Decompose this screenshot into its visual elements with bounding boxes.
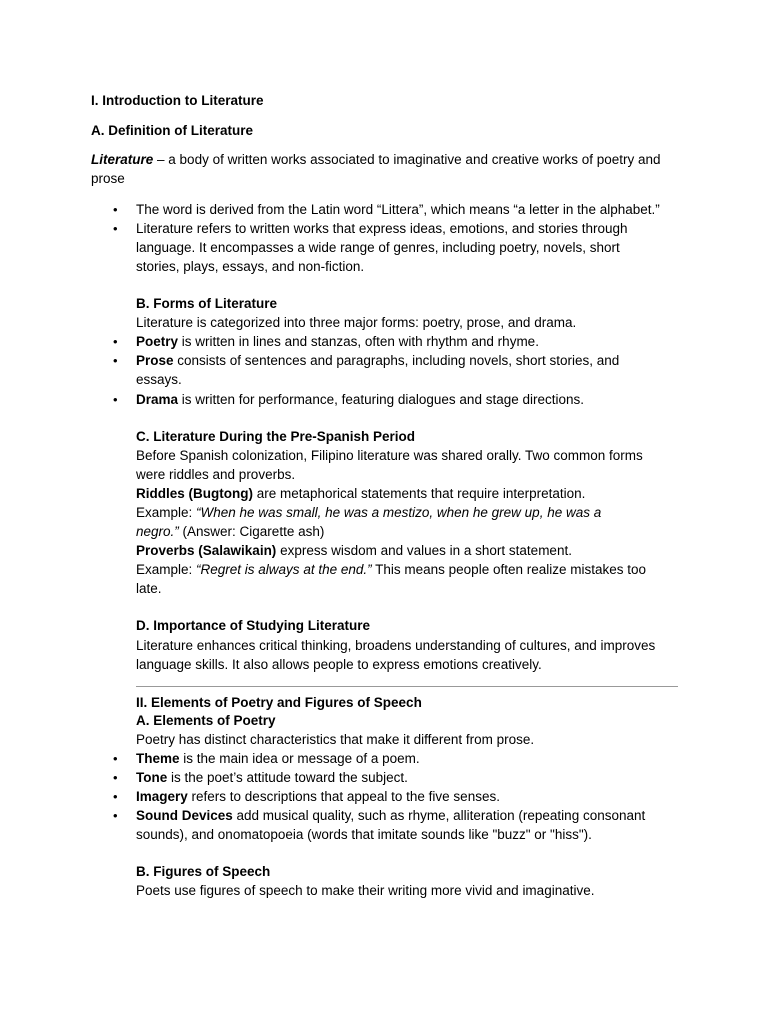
bullet-icon: • — [113, 221, 118, 236]
paragraph: Before Spanish colonization, Filipino literature was shared orally. Two common forms — [136, 448, 643, 463]
term: Sound Devices — [136, 808, 233, 823]
list-item-continued: language. It encompasses a wide range of genres, including poetry, novels, short — [136, 240, 620, 255]
term: Proverbs (Salawikain) — [136, 543, 277, 558]
term-description: is written in lines and stanzas, often with rhythm and rhyme. — [178, 334, 539, 349]
term-description: is the main idea or message of a poem. — [179, 751, 420, 766]
term-description: add musical quality, such as rhyme, alliteration (repeating consonant — [232, 808, 646, 823]
term: Theme — [136, 751, 180, 766]
list-item — [136, 787, 500, 806]
example-quote: negro.” — [136, 524, 179, 539]
bullet-icon: • — [113, 770, 118, 785]
list-item: Literature refers to written works that express ideas, emotions, and stories through — [136, 221, 628, 236]
definition-text: – a body of written works associated to imaginative and creative works of poetry and — [153, 152, 661, 167]
subsection-heading: D. Importance of Studying Literature — [136, 618, 371, 633]
subsection-heading: B. Forms of Literature — [136, 296, 278, 311]
example-line — [136, 522, 324, 541]
bullet-icon: • — [113, 808, 118, 823]
paragraph: were riddles and proverbs. — [136, 467, 296, 482]
paragraph: Poets use figures of speech to make their writing more vivid and imaginative. — [136, 883, 595, 898]
example-note: This means people often realize mistakes too — [371, 562, 647, 577]
proverbs-line — [136, 541, 572, 560]
subsection-heading: A. Elements of Poetry — [136, 713, 276, 728]
term: Riddles (Bugtong) — [136, 486, 253, 501]
example-line — [136, 560, 646, 579]
term-description: express wisdom and values in a short statement. — [276, 543, 572, 558]
paragraph: Literature is categorized into three major forms: poetry, prose, and drama. — [136, 315, 577, 330]
term-description: is written for performance, featuring dialogues and stage directions. — [178, 392, 585, 407]
subsection-heading: C. Literature During the Pre-Spanish Period — [136, 429, 416, 444]
term-description: consists of sentences and paragraphs, including novels, short stories, and — [173, 353, 620, 368]
section-heading: I. Introduction to Literature — [91, 93, 264, 108]
subsection-heading: A. Definition of Literature — [91, 123, 253, 138]
bullet-icon: • — [113, 392, 118, 407]
bullet-icon: • — [113, 202, 118, 217]
list-item — [136, 351, 619, 370]
list-item — [136, 332, 539, 351]
list-item: The word is derived from the Latin word “Littera”, which means “a letter in the alphabet.” — [136, 202, 660, 217]
example-answer: (Answer: Cigarette ash) — [178, 524, 325, 539]
riddles-line — [136, 484, 585, 503]
subsection-heading: B. Figures of Speech — [136, 864, 271, 879]
definition-line — [91, 150, 661, 169]
list-item-continued: essays. — [136, 372, 182, 387]
example-quote: “When he was small, he was a mestizo, when he grew up, he was a — [196, 505, 602, 520]
definition-term: Literature — [91, 152, 154, 167]
list-item-continued: sounds), and onomatopoeia (words that imitate sounds like "buzz" or "hiss"). — [136, 827, 592, 842]
horizontal-divider — [136, 686, 678, 687]
bullet-icon: • — [113, 353, 118, 368]
bullet-icon: • — [113, 334, 118, 349]
term-description: is the poet’s attitude toward the subject. — [167, 770, 408, 785]
bullet-icon: • — [113, 789, 118, 804]
list-item — [136, 768, 408, 787]
example-line: late. — [136, 581, 162, 596]
example-label: Example: — [136, 562, 197, 577]
term-description: are metaphorical statements that require interpretation. — [252, 486, 586, 501]
list-item — [136, 749, 420, 768]
example-quote: “Regret is always at the end.” — [196, 562, 372, 577]
section-heading: II. Elements of Poetry and Figures of Speech — [136, 695, 422, 710]
paragraph: language skills. It also allows people to express emotions creatively. — [136, 657, 542, 672]
term: Prose — [136, 353, 174, 368]
list-item — [136, 390, 584, 409]
term: Tone — [136, 770, 168, 785]
list-item — [136, 806, 645, 825]
example-line — [136, 503, 601, 522]
term: Imagery — [136, 789, 188, 804]
list-item-continued: stories, plays, essays, and non-fiction. — [136, 259, 365, 274]
example-label: Example: — [136, 505, 197, 520]
bullet-icon: • — [113, 751, 118, 766]
term: Drama — [136, 392, 179, 407]
paragraph: Poetry has distinct characteristics that make it different from prose. — [136, 732, 535, 747]
term: Poetry — [136, 334, 179, 349]
paragraph: Literature enhances critical thinking, broadens understanding of cultures, and improves — [136, 638, 656, 653]
term-description: refers to descriptions that appeal to the five senses. — [187, 789, 500, 804]
definition-line: prose — [91, 171, 125, 186]
